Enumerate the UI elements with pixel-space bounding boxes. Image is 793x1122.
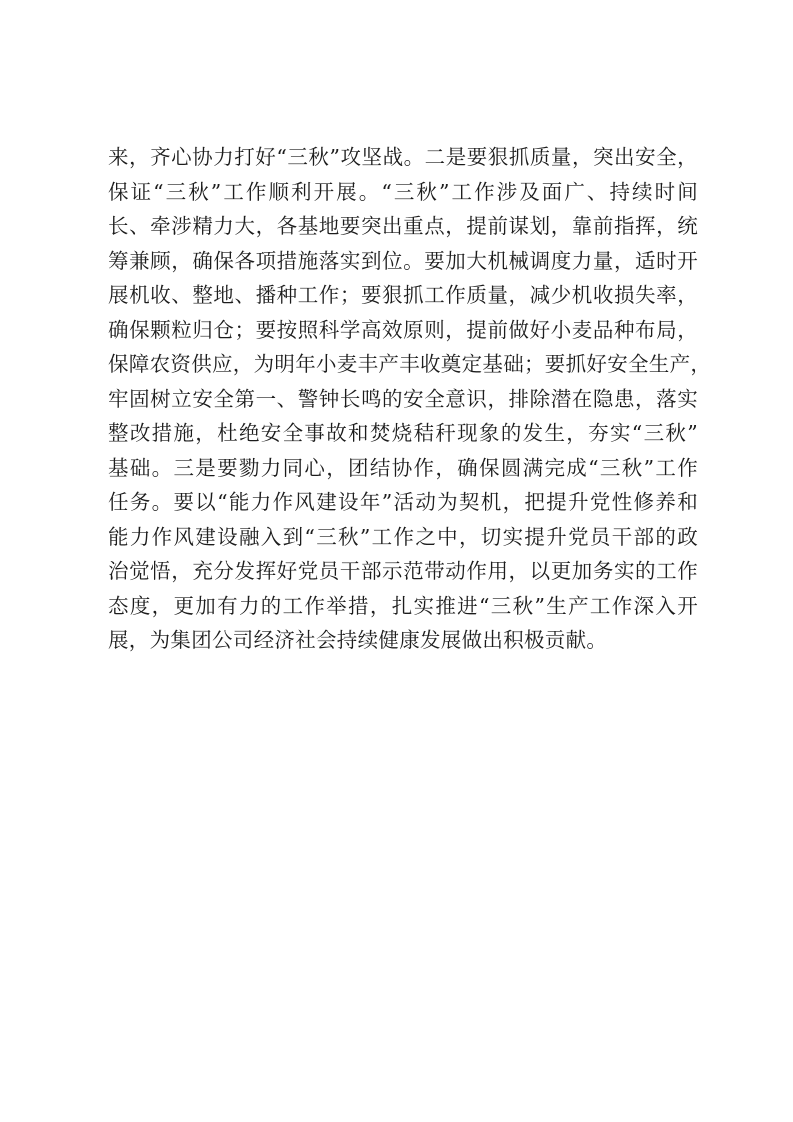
text-line: 态度，更加有力的工作举措，扎实推进“三秋”生产工作深入开 (108, 593, 698, 618)
text-line: 治觉悟，充分发挥好党员干部示范带动作用，以更加务实的工作 (108, 559, 698, 583)
text-line: 牢固树立安全第一、警钟长鸣的安全意识，排除潜在隐患，落实 (108, 386, 698, 411)
text-line-last: 展，为集团公司经济社会持续健康发展做出积极贡献。 (108, 628, 608, 652)
text-line: 能力作风建设融入到“三秋”工作之中，切实提升党员干部的政 (108, 524, 698, 549)
text-line: 筹兼顾，确保各项措施落实到位。要加大机械调度力量，适时开 (108, 248, 698, 273)
text-line: 基础。三是要勠力同心，团结协作，确保圆满完成“三秋”工作 (108, 455, 698, 480)
text-line: 确保颗粒归仓；要按照科学高效原则，提前做好小麦品种布局， (108, 317, 698, 342)
text-line: 来，齐心协力打好“三秋”攻坚战。二是要狠抓质量，突出安全， (108, 145, 698, 169)
text-line: 保证“三秋”工作顺利开展。“三秋”工作涉及面广、持续时间 (108, 179, 698, 204)
text-line: 展机收、整地、播种工作；要狠抓工作质量，减少机收损失率， (108, 283, 698, 307)
text-line: 整改措施，杜绝安全事故和焚烧秸秆现象的发生，夯实“三秋” (108, 421, 698, 445)
body-paragraph (108, 140, 712, 658)
text-line: 长、牵涉精力大，各基地要突出重点，提前谋划，靠前指挥，统 (108, 214, 698, 238)
text-line: 任务。要以“能力作风建设年”活动为契机，把提升党性修养和 (108, 490, 698, 514)
text-line: 保障农资供应，为明年小麦丰产丰收奠定基础；要抓好安全生产， (108, 352, 712, 376)
